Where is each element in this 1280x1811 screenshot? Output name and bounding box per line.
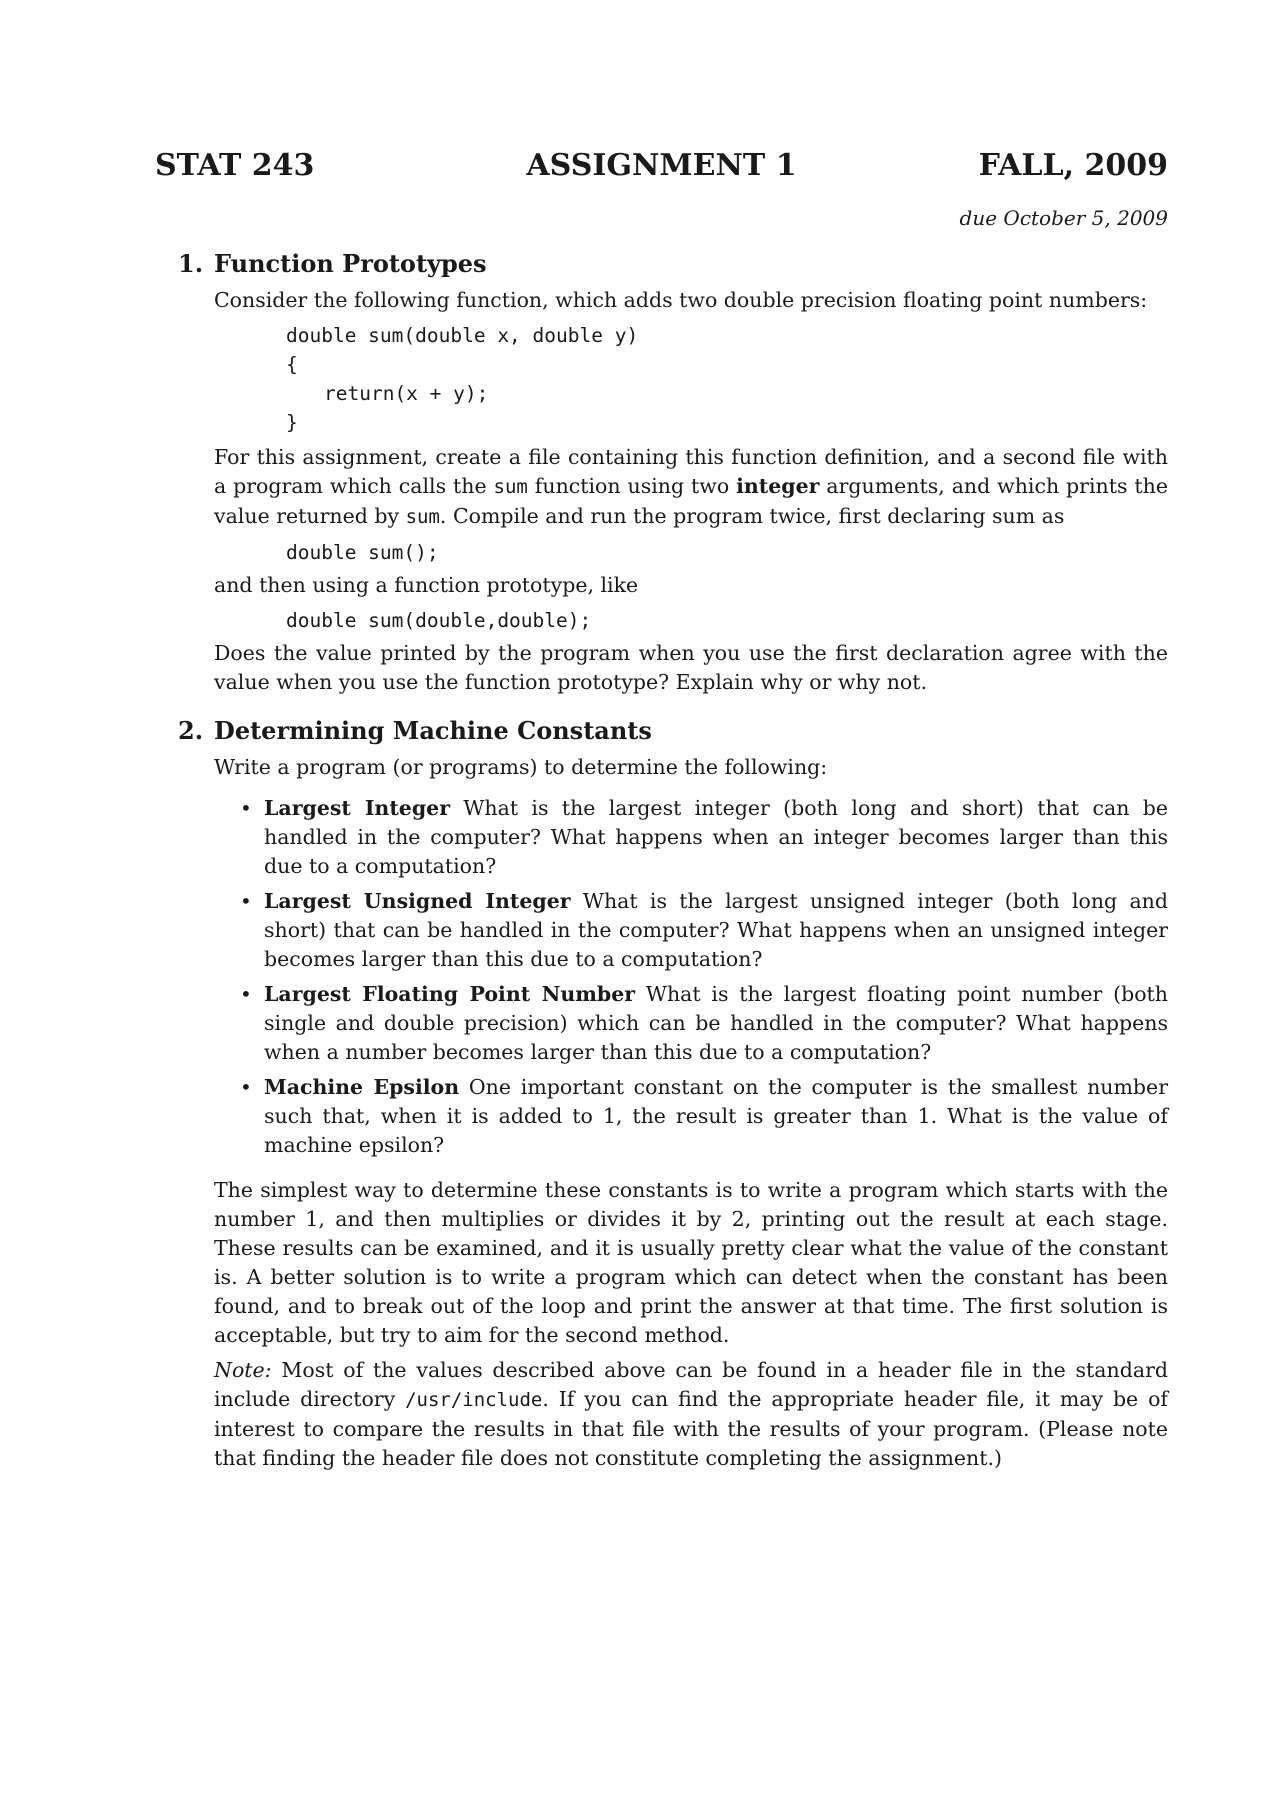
text-run: . If you can find the appropriate header file, it may be of interest to compare the results in that file with the results of your program. (Please note that finding the header file does not constitute completing the assignment.): [214, 1387, 1168, 1470]
section-intro: Consider the following function, which adds two double precision floating point numbers:: [214, 288, 1148, 312]
text-run: . Compile and run the program twice, first declaring sum as: [439, 504, 1065, 528]
item-term: Machine Epsilon: [264, 1075, 460, 1099]
item-term: Largest Unsigned Integer: [264, 889, 571, 913]
section-function-prototypes: [178, 248, 1168, 697]
note-label: Note:: [214, 1358, 272, 1382]
code-line: {: [286, 353, 298, 376]
inline-code: /usr/include: [405, 1389, 543, 1411]
assignment-title: ASSIGNMENT 1: [526, 148, 797, 183]
code-line: return(x + y);: [324, 382, 489, 405]
item-term: Largest Floating Point Number: [264, 982, 636, 1006]
section-intro: Write a program (or programs) to determine the following:: [214, 755, 828, 779]
assignment-content: [178, 248, 1168, 1479]
code-line: double sum(double x, double y): [286, 324, 639, 347]
section-number: 1.: [178, 249, 204, 278]
section-heading: [178, 248, 1168, 280]
code-declaration: double sum(double,double);: [286, 609, 592, 632]
code-block: [214, 321, 1168, 437]
page-header: [155, 148, 1168, 188]
section-machine-constants: [178, 715, 1168, 1473]
section-number: 2.: [178, 716, 204, 745]
text-run: For this assignment, create a file containing this function definition, and a second file with a program which calls the: [214, 445, 1168, 498]
bold-term: integer: [736, 474, 820, 498]
text-run: function using two: [527, 474, 737, 498]
item-text: What is the largest unsigned integer (both long and short) that can be handled in the computer? What happens when an unsigned integer becomes larger than this due to a computation?: [264, 889, 1168, 971]
paragraph: [214, 443, 1168, 532]
text-run: arguments, and which prints the value returned by: [214, 474, 1168, 528]
inline-code: sum: [493, 476, 528, 498]
list-item: [214, 887, 1168, 974]
list-item: [214, 980, 1168, 1067]
item-term: Largest Integer: [264, 796, 451, 820]
section-title: Determining Machine Constants: [214, 716, 652, 745]
code-line: }: [286, 411, 298, 434]
list-item: [214, 794, 1168, 881]
due-date: due October 5, 2009: [959, 206, 1168, 230]
note-paragraph: [214, 1356, 1168, 1473]
paragraph: The simplest way to determine these constants is to write a program which starts with the number 1, and then multiplies or divides it by 2, printing out the result at each stage. These results can be examined, and it is usually pretty clear what the value of the constant is. A better solution is to write a program which can detect when the constant has been found, and to break out of the loop and print the answer at that time. The first solution is acceptable, but try to aim for the second method.: [214, 1178, 1168, 1347]
bullet-list: [214, 794, 1168, 1160]
code-declaration: double sum();: [286, 541, 439, 564]
section-heading: [178, 715, 1168, 747]
course-code: STAT 243: [155, 148, 315, 183]
item-text: What is the largest integer (both long and short) that can be handled in the computer? What happens when an integer becomes larger than this due to a computation?: [264, 796, 1168, 878]
section-title: Function Prototypes: [214, 249, 487, 278]
item-text: What is the largest floating point number (both single and double precision) which can be handled in the computer? What happens when a number becomes larger than this due to a computation?: [264, 982, 1168, 1064]
list-item: [214, 1073, 1168, 1160]
text-run: Most of the values described above can be found in a header file in the standard include directory: [214, 1358, 1168, 1411]
inline-code: sum: [405, 506, 440, 528]
item-text: One important constant on the computer is the smallest number such that, when it is added to 1, the result is greater than 1. What is the value of machine epsilon?: [264, 1075, 1168, 1157]
paragraph: Does the value printed by the program when you use the first declaration agree with the value when you use the function prototype? Explain why or why not.: [214, 641, 1168, 694]
term-label: FALL, 2009: [978, 148, 1168, 183]
paragraph: and then using a function prototype, like: [214, 573, 639, 597]
